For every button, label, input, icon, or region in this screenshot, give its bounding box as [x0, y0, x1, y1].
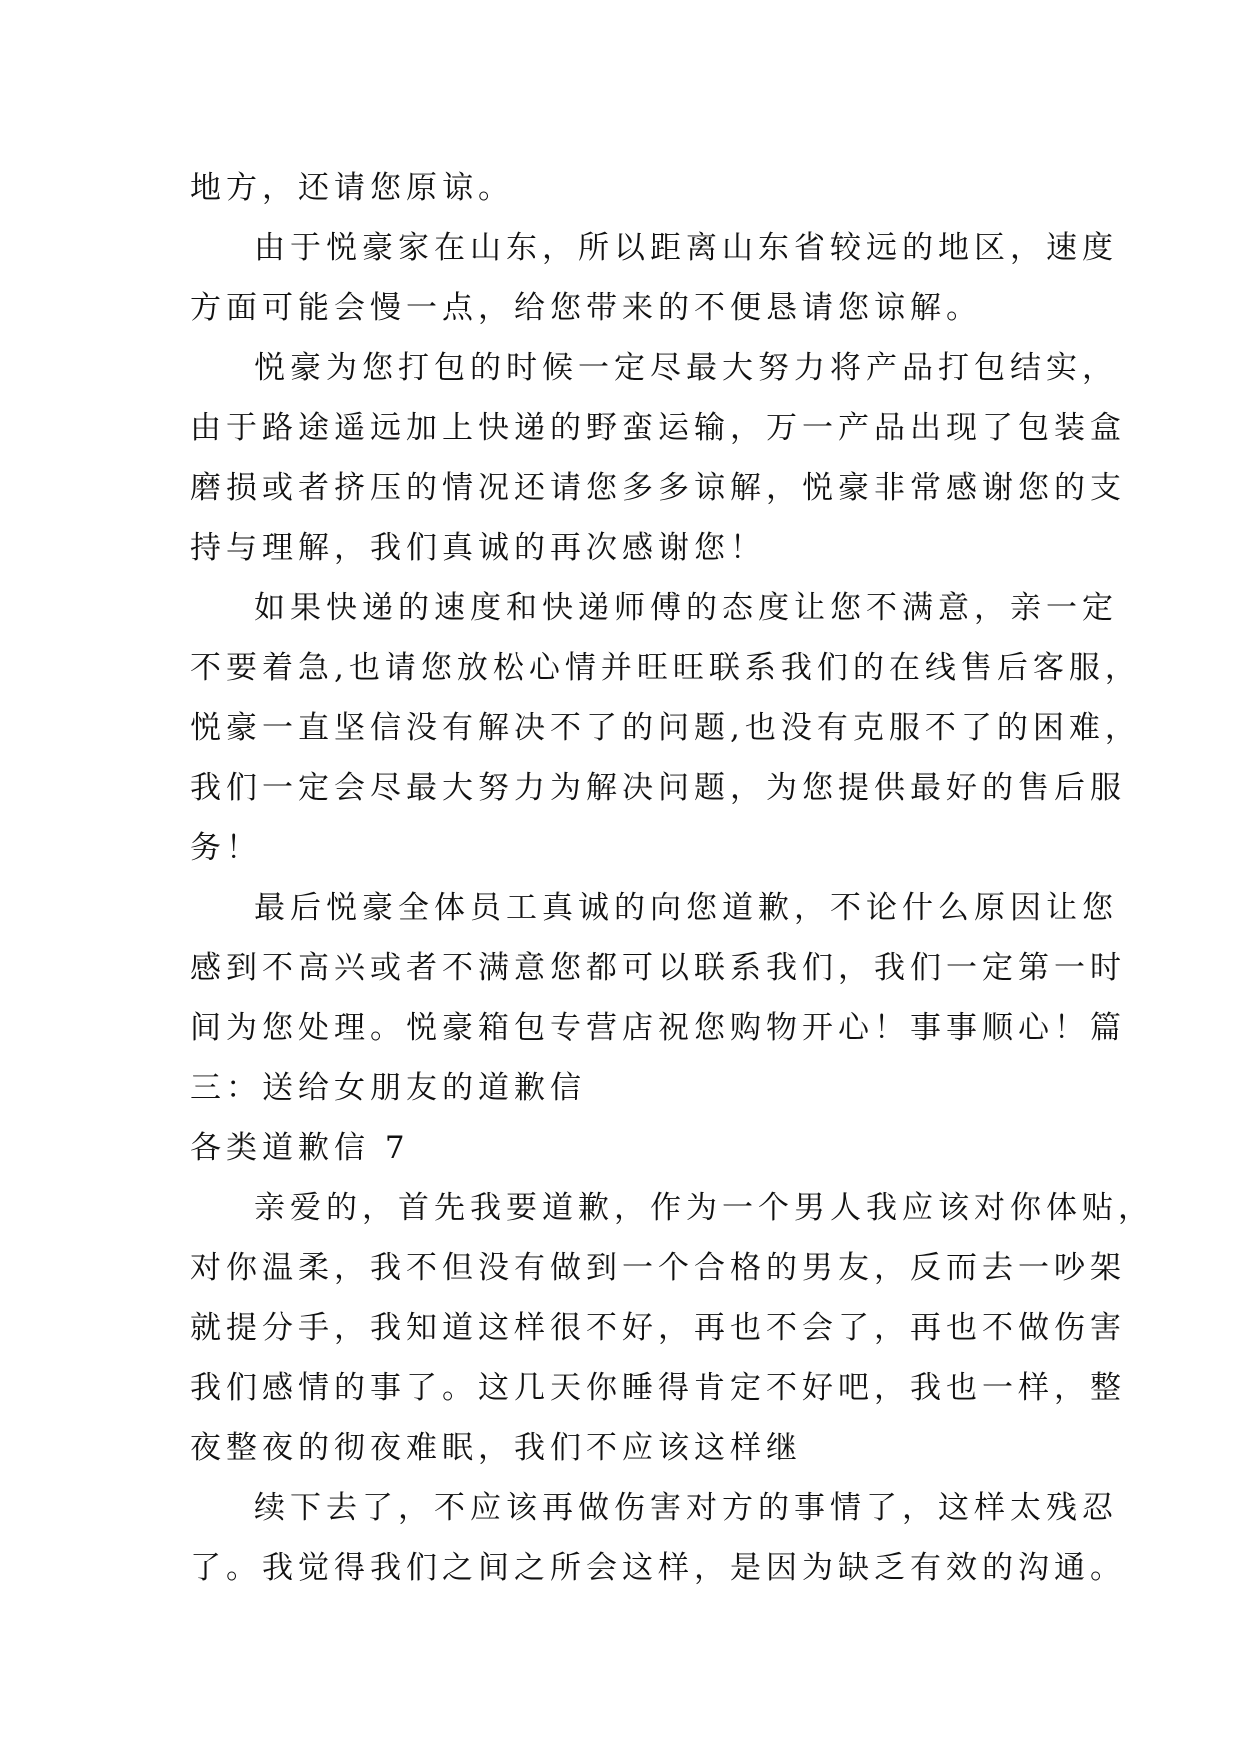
- text-line: 磨损或者挤压的情况还请您多多谅解，悦豪非常感谢您的支: [190, 470, 1126, 506]
- text-line: 如果快递的速度和快递师傅的态度让您不满意，亲一定: [254, 590, 1118, 626]
- text-line: 续下去了，不应该再做伤害对方的事情了，这样太残忍: [254, 1490, 1118, 1526]
- text-line: 由于路途遥远加上快递的野蛮运输，万一产品出现了包装盒: [190, 410, 1126, 446]
- text-line: 务！: [190, 830, 262, 866]
- text-line: 不要着急,也请您放松心情并旺旺联系我们的在线售后客服，: [190, 650, 1141, 686]
- text-line: 悦豪一直坚信没有解决不了的问题,也没有克服不了的困难，: [190, 710, 1141, 746]
- text-line: 夜整夜的彻夜难眠，我们不应该这样继: [190, 1430, 802, 1466]
- document-page: [190, 158, 1154, 1598]
- text-line: 感到不高兴或者不满意您都可以联系我们，我们一定第一时: [190, 950, 1126, 986]
- text-line: 由于悦豪家在山东，所以距离山东省较远的地区，速度: [254, 230, 1118, 266]
- section-heading: 各类道歉信 7: [190, 1130, 410, 1166]
- text-line: 了。我觉得我们之间之所会这样，是因为缺乏有效的沟通。: [190, 1550, 1126, 1586]
- text-line: 持与理解，我们真诚的再次感谢您！: [190, 530, 766, 566]
- text-line: 地方，还请您原谅。: [190, 170, 514, 206]
- text-line: 我们感情的事了。这几天你睡得肯定不好吧，我也一样，整: [190, 1370, 1126, 1406]
- text-line: 亲爱的，首先我要道歉，作为一个男人我应该对你体贴，: [254, 1190, 1154, 1226]
- text-line: 三：送给女朋友的道歉信: [190, 1070, 586, 1106]
- text-line: 我们一定会尽最大努力为解决问题，为您提供最好的售后服: [190, 770, 1126, 806]
- text-line: 悦豪为您打包的时候一定尽最大努力将产品打包结实，: [254, 350, 1118, 386]
- text-line: 对你温柔，我不但没有做到一个合格的男友，反而去一吵架: [190, 1250, 1126, 1286]
- text-line: 最后悦豪全体员工真诚的向您道歉，不论什么原因让您: [254, 890, 1118, 926]
- text-line: 间为您处理。悦豪箱包专营店祝您购物开心！事事顺心！篇: [190, 1010, 1126, 1046]
- text-line: 方面可能会慢一点，给您带来的不便恳请您谅解。: [190, 290, 982, 326]
- text-line: 就提分手，我知道这样很不好，再也不会了，再也不做伤害: [190, 1310, 1126, 1346]
